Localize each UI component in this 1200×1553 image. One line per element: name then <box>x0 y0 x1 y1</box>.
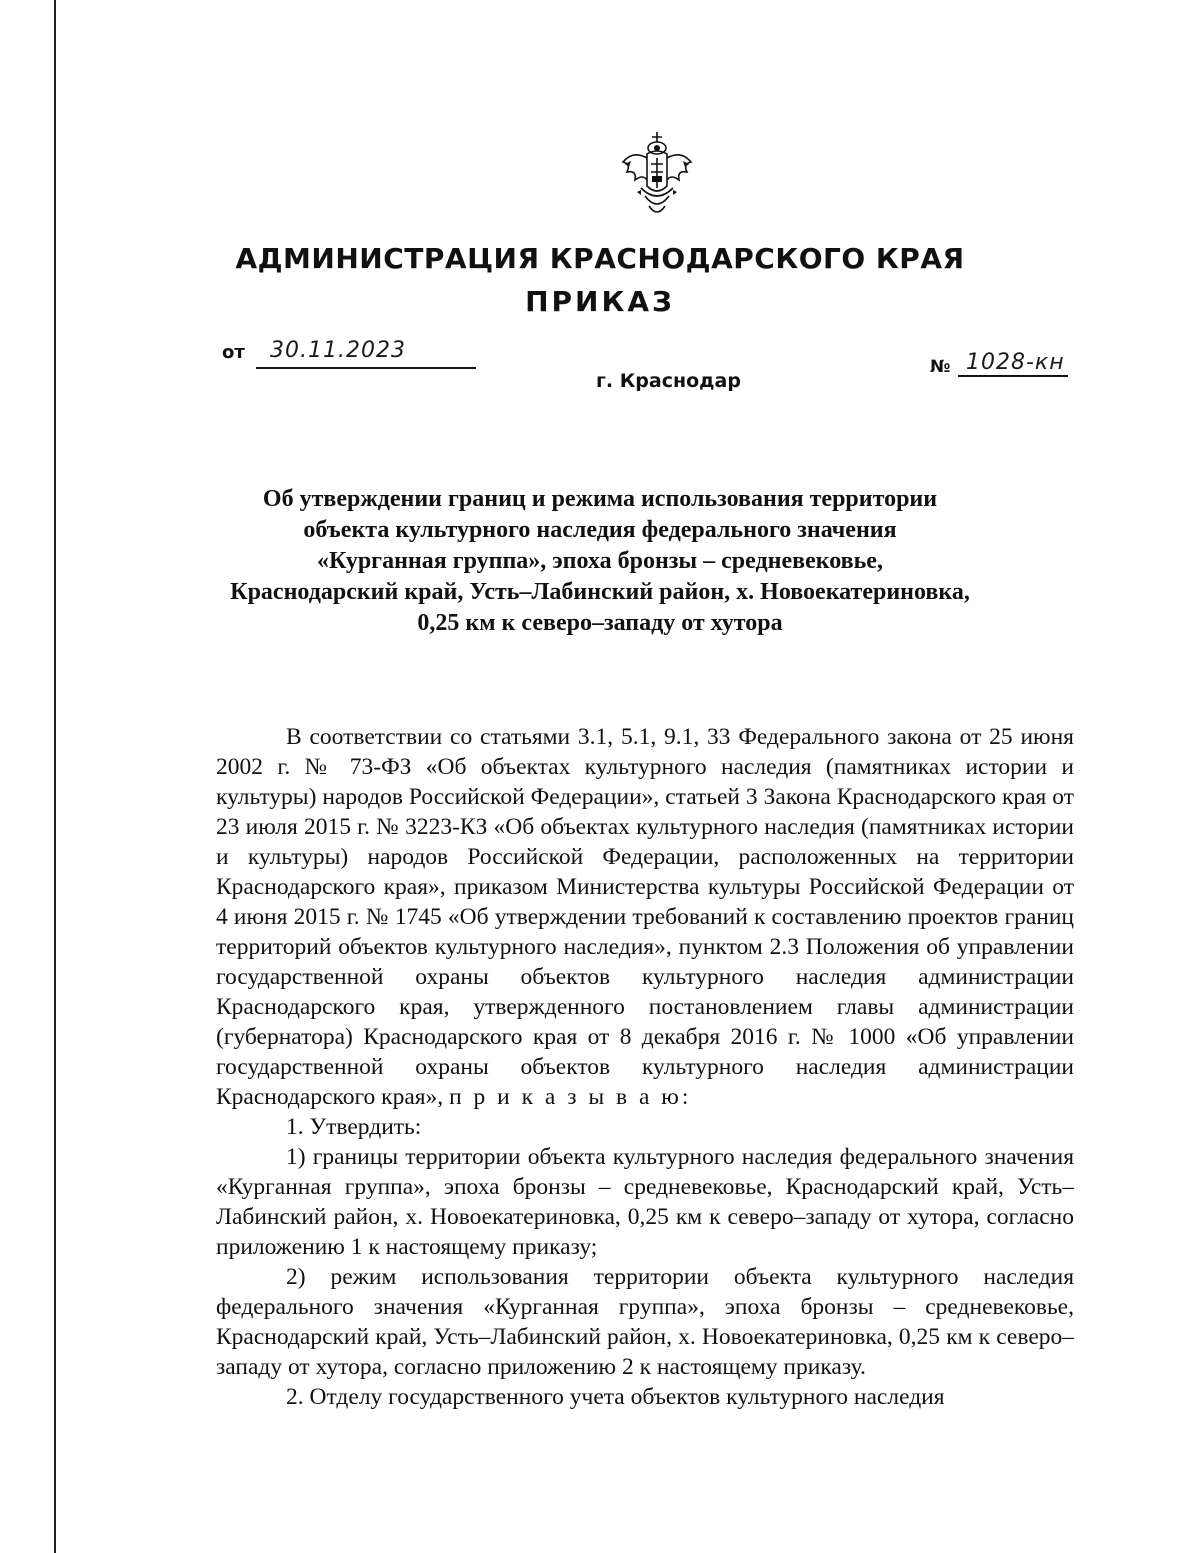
organization-title: АДМИНИСТРАЦИЯ КРАСНОДАРСКОГО КРАЯ <box>235 242 965 275</box>
preamble-paragraph <box>216 722 1074 1112</box>
city-label: г. Краснодар <box>596 370 741 392</box>
date-prefix: от <box>222 342 245 363</box>
preamble-text: В соответствии со статьями 3.1, 5.1, 9.1, 33 Федерального закона от 25 июня 2002 г. № 73-ФЗ «Об объектах культурного наследия (памятниках истории и культуры) народов Российской Федерации», статьей 3 Закона Краснодарского края от 23 июля 2015 г. № 3223-КЗ «Об объектах культурного наследия (памятниках истории и культуры) народов Российской Федерации, расположенных на территории Краснодарского края», приказом Министерства культуры Российской Федерации от 4 июня 2015 г. № 1745 «Об утверждении требований к составлению проектов границ территорий объектов культурного наследия», пунктом 2.3 Положения об управлении государственной охраны объектов культурного наследия администрации Краснодарского края, утвержденного постановлением главы администрации (губернатора) Краснодарского края от 8 декабря 2016 г. № 1000 «Об управлении государственной охраны объектов культурного наследия администрации Краснодарского края», <box>216 724 1074 1110</box>
order-subject <box>150 484 1050 639</box>
handwritten-date: 30.11.2023 <box>270 338 406 363</box>
handwritten-number: 1028-кн <box>966 350 1065 375</box>
item-1-1: 1) границы территории объекта культурного наследия федерального значения «Курганная группа», эпоха бронзы – средневековье, Краснодарский край, Усть–Лабинский район, х. Новоекатериновка, 0,25 км к северо–западу от хутора, согласно приложению 1 к настоящему приказу; <box>216 1144 1074 1260</box>
subject-line: Краснодарский край, Усть–Лабинский район, х. Новоекатериновка, <box>230 579 970 605</box>
document-type-title: ПРИКАЗ <box>525 285 675 318</box>
item-1-2: 2) режим использования территории объекта культурного наследия федерального значения «Курганная группа», эпоха бронзы – средневековье, Краснодарский край, Усть–Лабинский район, х. Новоекатериновка, 0,25 км к северо–западу от хутора, согласно приложению 2 к настоящему приказу. <box>216 1264 1074 1380</box>
subject-line: Об утверждении границ и режима использования территории <box>262 486 938 512</box>
subject-line: «Курганная группа», эпоха бронзы – средневековье, <box>317 548 883 574</box>
date-underline <box>256 367 476 369</box>
order-word: п р и к а з ы в а ю: <box>449 1084 692 1110</box>
subject-line: 0,25 км к северо–западу от хутора <box>417 610 783 636</box>
item-2-start: 2. Отделу государственного учета объектов культурного наследия <box>286 1384 945 1410</box>
order-body <box>216 722 1074 1412</box>
item-1: 1. Утвердить: <box>286 1114 422 1140</box>
subject-line: объекта культурного наследия федерального значения <box>303 517 897 543</box>
scan-edge-line <box>54 0 56 1553</box>
coat-of-arms-icon <box>617 128 697 220</box>
number-prefix: № <box>930 357 951 377</box>
number-underline <box>958 375 1068 377</box>
